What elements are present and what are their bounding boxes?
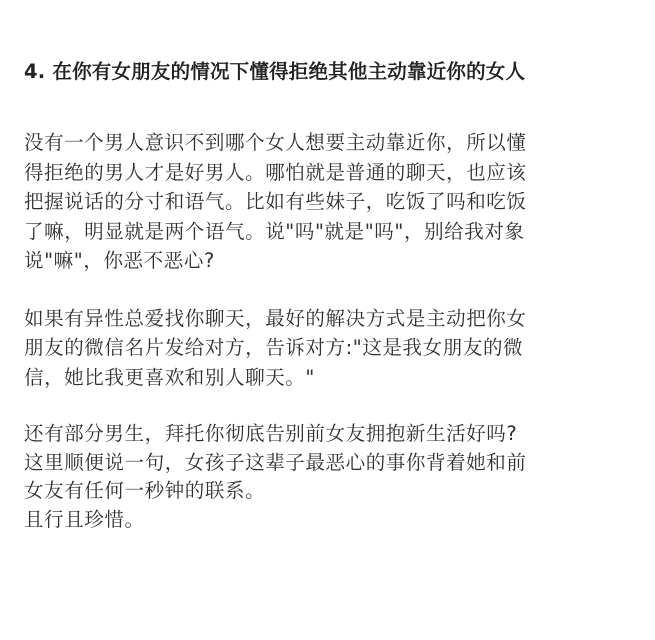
paragraph (24, 420, 655, 534)
text-line: 得拒绝的男人才是好男人。哪怕就是普通的聊天，也应该 (24, 160, 527, 184)
text-line: 说"嘛"，你恶不恶心? (24, 249, 215, 272)
text-line: 这里顺便说一句，女孩子这辈子最恶心的事你背着她和前 (24, 450, 527, 474)
article-heading: 4. 在你有女朋友的情况下懂得拒绝其他主动靠近你的女人 (24, 60, 526, 83)
text-line: 朋友的微信名片发给对方，告诉对方:"这是我女朋友的微 (24, 336, 524, 359)
text-line: 没有一个男人意识不到哪个女人想要主动靠近你，所以懂 (24, 131, 527, 154)
text-line: 了嘛，明显就是两个语气。说"吗"就是"吗"，别给我对象 (24, 219, 525, 243)
text-line: 女友有任何一秒钟的联系。 (24, 479, 266, 502)
text-line: 把握说话的分寸和语气。比如有些妹子，吃饭了吗和吃饭 (24, 190, 527, 213)
article-body (24, 128, 655, 534)
text-line: 还有部分男生，拜托你彻底告别前女友拥抱新生活好吗? (24, 422, 518, 445)
text-line: 如果有异性总爱找你聊天，最好的解决方式是主动把你女 (24, 306, 527, 330)
paragraph (24, 304, 655, 393)
paragraph (24, 128, 655, 276)
text-line: 且行且珍惜。 (24, 507, 145, 531)
text-line: 信，她比我更喜欢和别人聊天。" (24, 365, 315, 389)
